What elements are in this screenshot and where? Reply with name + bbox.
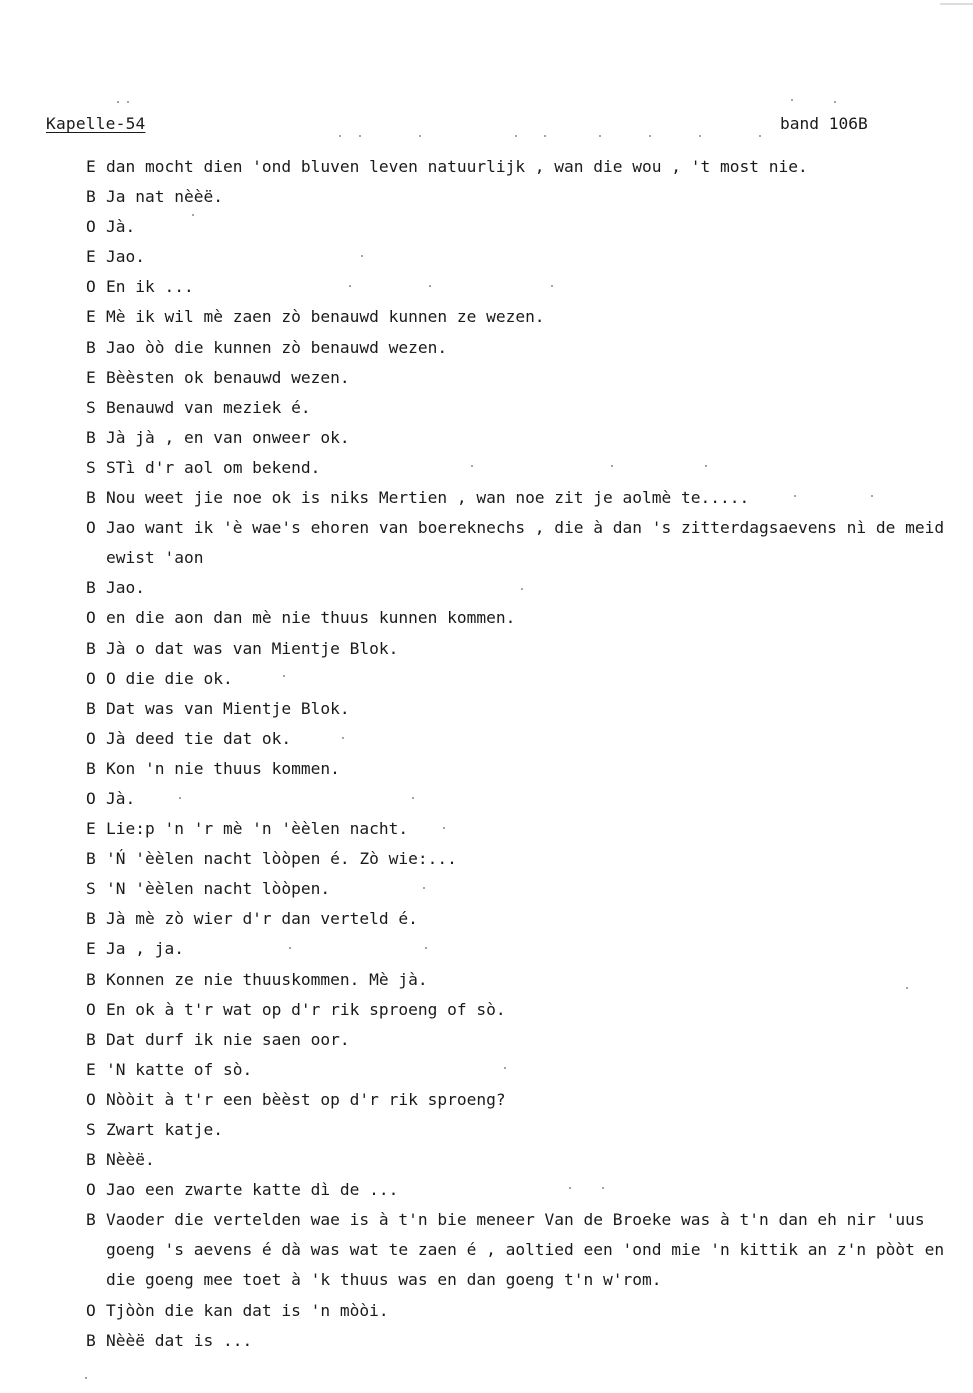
utterance-text: O die die ok. [106,668,233,688]
speaker-code: B [86,698,96,718]
utterance-text: Dat was van Mientje Blok. [106,698,350,718]
utterance-text: Benauwd van meziek é. [106,397,311,417]
speaker-code: B [86,1150,96,1170]
utterance-text: Jà mè zò wier d'r dan verteld é. [106,909,418,929]
utterance-text: Lie:p 'n 'r mè 'n 'èèlen nacht. [106,819,409,839]
speaker-code: S [86,1120,96,1139]
utterance-text: Mè ik wil mè zaen zò benauwd kunnen ze wezen. [106,307,545,327]
speaker-code: E [86,939,96,959]
utterance-text: Dat durf ik nie saen oor. [106,1029,350,1049]
utterance-text: Ja nat nèèë. [106,187,223,207]
speaker-code: E [86,1059,96,1079]
speaker-code: B [86,578,96,598]
speaker-code: O [86,1089,96,1109]
speaker-code: E [86,157,96,176]
speaker-code: B [86,969,96,989]
speaker-code: O [86,788,96,808]
utterance-text: Jà o dat was van Mientje Blok. [106,638,399,658]
speaker-code: B [86,1029,96,1049]
speaker-code: O [86,999,96,1019]
utterance-text: 'N 'èèlen nacht lòòpen. [106,879,331,899]
speaker-code: B [86,909,96,929]
speaker-code: O [86,668,96,688]
speaker-code: B [86,427,96,447]
speaker-code: B [86,758,96,778]
utterance-text: Jao òò die kunnen zò benauwd wezen. [106,337,448,357]
utterance-text: en die aon dan mè nie thuus kunnen kommen. [106,608,516,628]
utterance-text: 'N katte of sò. [106,1059,253,1079]
speaker-code: S [86,879,96,899]
speaker-code: O [86,217,96,237]
utterance-text: Jao. [106,578,145,598]
utterance-text: 'Ń 'èèlen nacht lòòpen é. Zò wie:... [106,849,457,869]
speaker-code: E [86,307,96,327]
utterance-text: Nòòit à t'r een bèèst op d'r rik sproeng? [106,1089,506,1109]
speaker-code: S [86,397,96,417]
speaker-code: O [86,1300,96,1320]
utterance-text: En ok à t'r wat op d'r rik sproeng of sò. [106,999,506,1019]
speaker-code: B [86,1210,96,1230]
utterance-text: Ja , ja. [106,939,184,959]
tape-number: band 106B [780,114,868,133]
speaker-code: O [86,277,96,297]
utterance-text: Jà jà , en van onweer ok. [106,427,350,447]
document-location-code: Kapelle-54 [46,114,146,133]
speaker-code: S [86,457,96,477]
utterance-text: Vaoder die vertelden wae is à t'n bie meneer Van de Broeke was à t'n dan eh nir 'uus goeng 's aevens é dà was wat te zaen é , aoltied een 'ond mie 'n kittik an z'n pòòt en die goeng mee toet à 'k thuus was en dan goeng t'n w'rom. [106,1210,954,1290]
utterance-text: Nèèë. [106,1150,155,1170]
utterance-text: dan mocht dien 'ond bluven leven natuurlijk , wan die wou , 't most nie. [106,157,808,176]
utterance-text: Jao want ik 'è wae's ehoren van boereknechs , die à dan 's zitterdagsaevens nì de meid ewist 'aon [106,518,954,568]
speaker-code: B [86,337,96,357]
utterance-text: En ik ... [106,277,194,297]
utterance-text: STì d'r aol om bekend. [106,457,321,477]
utterance-text: Zwart katje. [106,1120,223,1139]
utterance-text: Bèèsten ok benauwd wezen. [106,367,350,387]
speaker-code: B [86,638,96,658]
speaker-code: O [86,518,96,538]
utterance-text: Jao een zwarte katte dì de ... [106,1180,399,1200]
speaker-code: B [86,488,96,508]
utterance-text: Nèèë dat is ... [106,1330,253,1350]
utterance-text: Konnen ze nie thuuskommen. Mè jà. [106,969,428,989]
speaker-code: B [86,187,96,207]
utterance-text: Jà. [106,217,136,237]
speaker-code: O [86,728,96,748]
utterance-text: Jà. [106,788,136,808]
speaker-code: B [86,1330,96,1350]
speaker-code: O [86,608,96,628]
utterance-text: Tjòòn die kan dat is 'n mòòi. [106,1300,389,1320]
utterance-text: Jà deed tie dat ok. [106,728,292,748]
speaker-code: E [86,819,96,839]
speaker-code: E [86,247,96,267]
speaker-code: B [86,849,96,869]
utterance-text: Kon 'n nie thuus kommen. [106,758,340,778]
speaker-code: O [86,1180,96,1200]
speaker-code: E [86,367,96,387]
utterance-text: Jao. [106,247,145,267]
utterance-text: Nou weet jie noe ok is niks Mertien , wan noe zit je aolmè te..... [106,488,750,508]
